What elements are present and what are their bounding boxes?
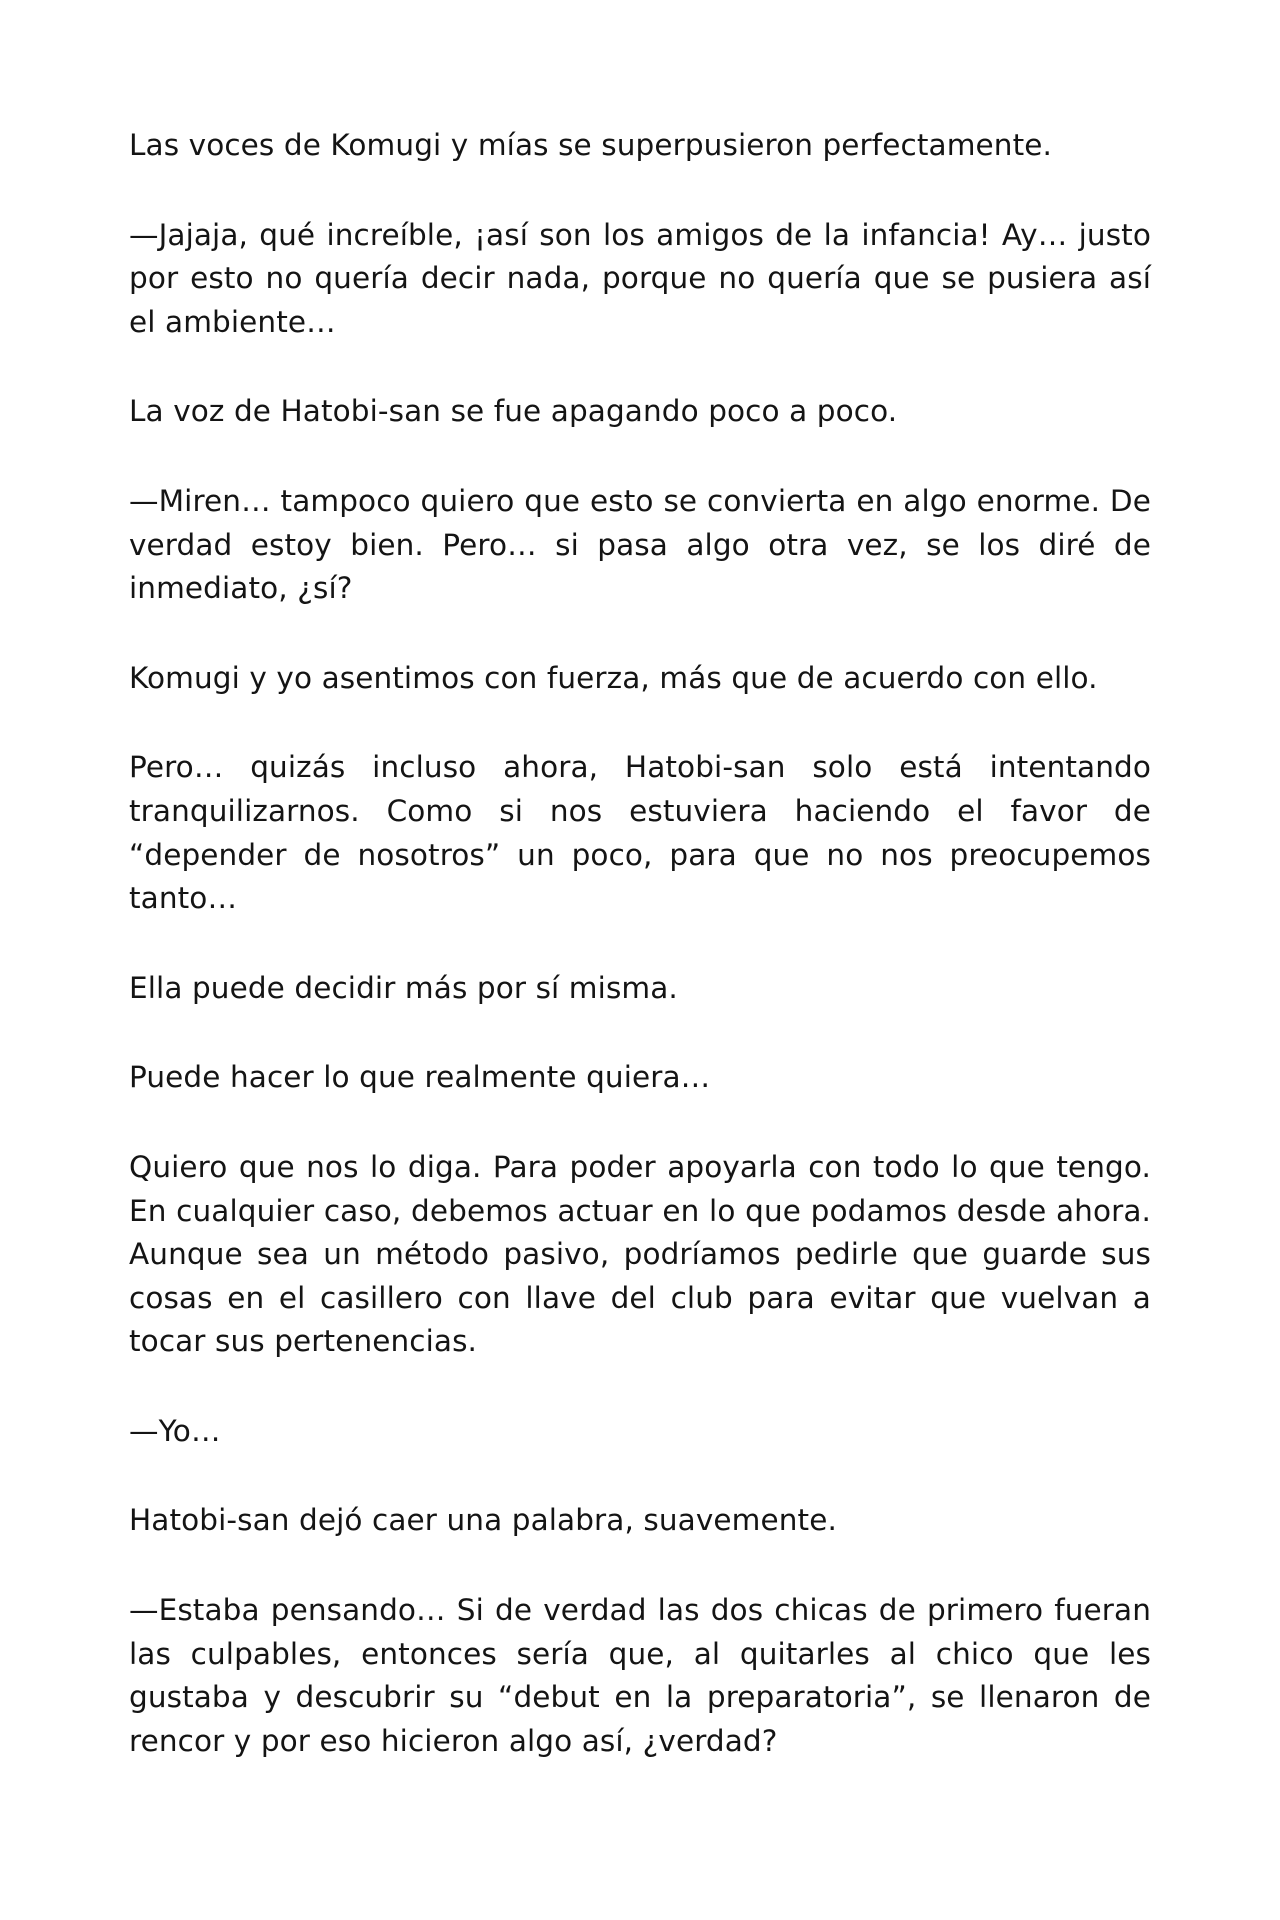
paragraph-3: La voz de Hatobi-san se fue apagando poco a poco. xyxy=(129,394,898,429)
paragraph-11: Hatobi-san dejó caer una palabra, suavemente. xyxy=(129,1503,837,1538)
paragraph-7: Ella puede decidir más por sí misma. xyxy=(129,970,678,1005)
paragraph-12: —Estaba pensando… Si de verdad las dos chicas de primero fueran las culpables, entonces sería que, al quitarles al chico que les gustaba y descubrir su “debut en la preparatoria”, se llenaron de rencor y por eso hicieron algo así, ¿verdad? xyxy=(129,1593,1151,1758)
paragraph-2: —Jajaja, qué increíble, ¡así son los amigos de la infancia! Ay… justo por esto no quería decir nada, porque no quería que se pusiera así el ambiente… xyxy=(129,217,1151,339)
paragraph-9: Quiero que nos lo diga. Para poder apoyarla con todo lo que tengo. En cualquier caso, debemos actuar en lo que podamos desde ahora. Aunque sea un método pasivo, podríamos pedirle que guarde sus cosas en el casillero con llave del club para evitar que vuelvan a tocar sus pertenencias. xyxy=(129,1149,1151,1359)
paragraph-10: —Yo… xyxy=(129,1413,221,1448)
paragraph-4: —Miren… tampoco quiero que esto se convierta en algo enorme. De verdad estoy bien. Pero… si pasa algo otra vez, se los diré de inmediato, ¿sí? xyxy=(129,483,1151,606)
paragraph-1: Las voces de Komugi y mías se superpusieron perfectamente. xyxy=(129,128,1052,162)
paragraph-6: Pero… quizás incluso ahora, Hatobi-san solo está intentando tranquilizarnos. Como si nos estuviera haciendo el favor de “depender de nosotros” un poco, para que no nos preocupemos tanto… xyxy=(129,750,1151,916)
paragraph-8: Puede hacer lo que realmente quiera… xyxy=(129,1060,711,1095)
paragraph-5: Komugi y yo asentimos con fuerza, más que de acuerdo con ello. xyxy=(129,660,1098,695)
document-page xyxy=(129,124,1151,1809)
